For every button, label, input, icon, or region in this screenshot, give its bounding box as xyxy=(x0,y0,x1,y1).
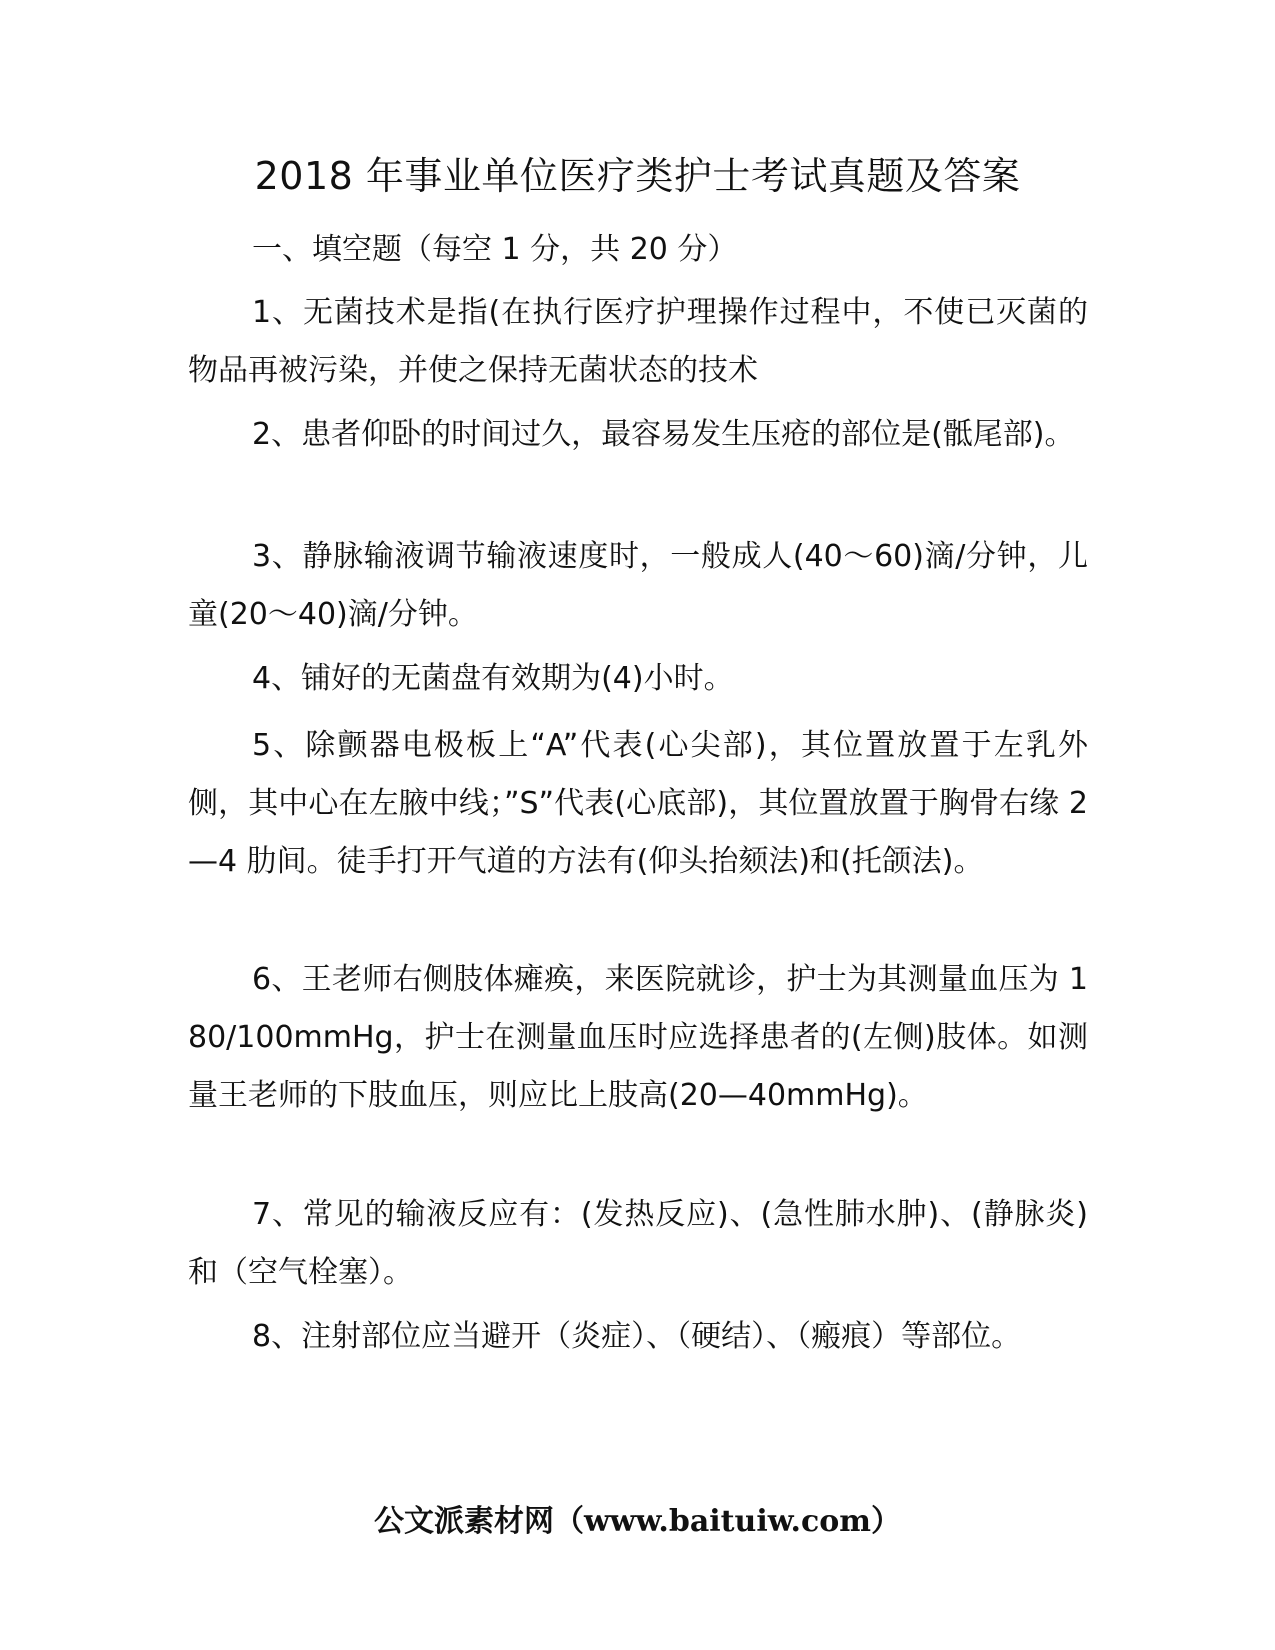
document-title: 2018 年事业单位医疗类护士考试真题及答案 xyxy=(254,154,1021,198)
question-2: 2、患者仰卧的时间过久，最容易发生压疮的部位是(骶尾部)。 xyxy=(252,417,1075,452)
question-7: 7、常见的输液反应有：(发热反应)、(急性肺水肿)、(静脉炎)和（空气栓塞）。 xyxy=(188,1197,1088,1290)
question-8: 8、注射部位应当避开（炎症）、（硬结）、（瘢痕）等部位。 xyxy=(252,1319,1022,1354)
question-5: 5、除颤器电极板上“A”代表(心尖部)，其位置放置于左乳外侧，其中心在左腋中线；”S”代表(心底部)，其位置放置于胸骨右缘 2—4 肋间。徒手打开气道的方法有(仰头抬颏法)和(托颌法)。 xyxy=(188,728,1088,879)
footer-watermark: 公文派素材网（www.baituiw.com） xyxy=(373,1504,902,1539)
question-6: 6、王老师右侧肢体瘫痪，来医院就诊，护士为其测量血压为 180/100mmHg，护士在测量血压时应选择患者的(左侧)肢体。如测量王老师的下肢血压，则应比上肢高(20—40mmHg)。 xyxy=(188,962,1088,1113)
question-4: 4、铺好的无菌盘有效期为(4)小时。 xyxy=(252,661,734,696)
question-1: 1、无菌技术是指(在执行医疗护理操作过程中，不使已灭菌的物品再被污染，并使之保持无菌状态的技术 xyxy=(188,295,1088,388)
section-heading: 一、填空题（每空 1 分，共 20 分） xyxy=(252,232,738,267)
question-3: 3、静脉输液调节输液速度时，一般成人(40～60)滴/分钟，儿童(20～40)滴/分钟。 xyxy=(188,539,1088,632)
